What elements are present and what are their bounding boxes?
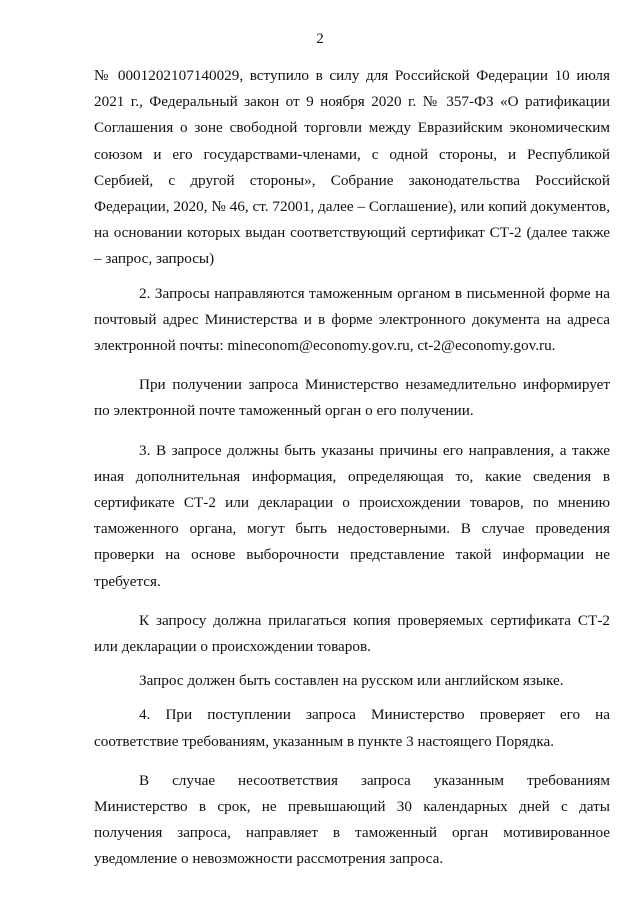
paragraph-noncompliance: В случае несоответствия запроса указанным требованиям Министерство в срок, не превышающий 30 календарных дней с даты получения запроса, направляет в таможенный орган мотивированное уведомление о невозможности рассмотрения запроса. bbox=[94, 771, 610, 868]
paragraph-attachment: К запросу должна прилагаться копия проверяемых сертификата СТ-2 или декларации о происхождении товаров. bbox=[94, 611, 610, 656]
paragraph-item-3: 3. В запросе должны быть указаны причины его направления, а также иная дополнительная информация, определяющая то, какие сведения в сертификате СТ-2 или декларации о происхождении товаров, по мнению таможенного органа, могут быть недостоверными. В случае проведения проверки на основе выборочности представление такой информации не требуется. bbox=[94, 441, 610, 590]
page-number: 2 bbox=[316, 31, 324, 47]
document-body bbox=[94, 63, 610, 873]
paragraph-item-4: 4. При поступлении запроса Министерство проверяет его на соответствие требованиям, указанным в пункте 3 настоящего Порядка. bbox=[94, 706, 610, 750]
paragraph-notification: При получении запроса Министерство незамедлительно информирует по электронной почте таможенный орган о его получении. bbox=[94, 376, 610, 420]
paragraph-continuation: № 0001202107140029, вступило в силу для Российской Федерации 10 июля 2021 г., Федеральный закон от 9 ноября 2020 г. № 357-ФЗ «О ратификации Соглашения о зоне свободной торговли между Евразийским экономическим союзом и его государствами-членами, с одной стороны, и Республикой Сербией, с другой стороны», Собрание законодательства Российской Федерации, 2020, № 46, ст. 72001, далее – Соглашение), или копий документов, на основании которых выдан соответствующий сертификат СТ-2 (далее также – запрос, запросы) bbox=[94, 67, 610, 268]
paragraph-language: Запрос должен быть составлен на русском или английском языке. bbox=[139, 672, 564, 690]
paragraph-item-2: 2. Запросы направляются таможенным органом в письменной форме на почтовый адрес Министерства и в форме электронного документа на адреса электронной почты: mineconom@economy.gov.ru, ct-2@economy.gov.ru. bbox=[94, 284, 610, 355]
